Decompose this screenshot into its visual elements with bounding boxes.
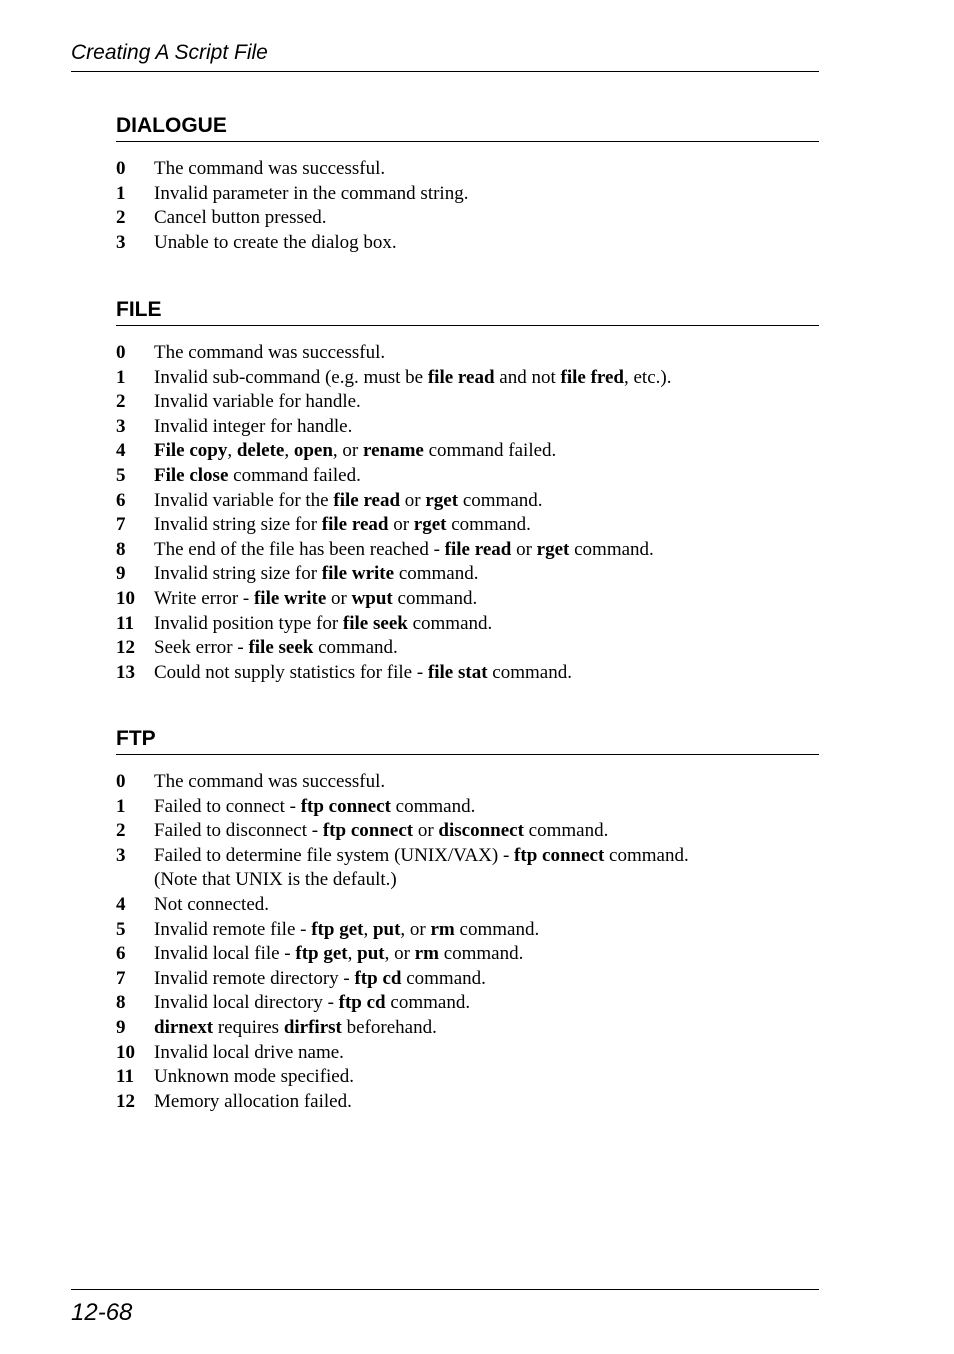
list-item	[116, 182, 819, 207]
list-item	[116, 1016, 819, 1041]
code-description	[154, 366, 819, 391]
list-item	[116, 918, 819, 943]
list-item	[116, 967, 819, 992]
command-keyword: File copy	[154, 440, 228, 462]
description-text: The command was successful.	[154, 158, 386, 179]
description-text: command failed.	[423, 440, 557, 462]
footer-rule	[71, 1289, 819, 1290]
description-text: command.	[454, 918, 540, 940]
command-keyword: file write	[253, 587, 327, 609]
code-number: 5	[116, 464, 126, 486]
code-description	[154, 1041, 819, 1066]
code-number: 2	[116, 391, 126, 413]
description-text: command.	[392, 587, 478, 609]
code-number: 7	[116, 514, 126, 536]
command-keyword: file read	[427, 366, 495, 388]
code-description	[154, 661, 819, 686]
description-text: Failed to connect -	[154, 795, 301, 817]
command-keyword: ftp cd	[354, 967, 402, 989]
description-text: Unable to create the dialog box.	[154, 231, 397, 253]
command-keyword: file seek	[342, 612, 408, 634]
description-text: command.	[458, 489, 543, 511]
code-number: 4	[116, 893, 126, 915]
command-keyword: rm	[414, 943, 439, 965]
command-keyword: ftp get	[295, 943, 348, 965]
list-item	[116, 991, 819, 1016]
code-number: 2	[116, 207, 126, 229]
description-text: Invalid variable for the	[154, 489, 334, 511]
description-text: or	[388, 514, 414, 536]
code-description	[154, 967, 819, 992]
code-number: 0	[116, 771, 126, 792]
list-item	[116, 464, 819, 489]
description-text: Invalid local drive name.	[154, 1041, 344, 1063]
return-code-list	[116, 157, 819, 255]
command-keyword: rename	[363, 440, 424, 462]
section-dialogue	[116, 112, 819, 255]
list-item	[116, 844, 819, 893]
description-text: command.	[487, 661, 572, 683]
list-item	[116, 612, 819, 637]
list-item	[116, 562, 819, 587]
command-keyword: file read	[444, 538, 512, 560]
code-description	[154, 538, 819, 563]
code-number: 6	[116, 943, 126, 965]
description-text: or	[511, 538, 537, 560]
list-item	[116, 942, 819, 967]
code-description	[154, 918, 819, 943]
command-keyword: ftp cd	[338, 992, 386, 1014]
description-text: command.	[401, 967, 486, 989]
code-description	[154, 1090, 819, 1115]
command-keyword: dirnext	[154, 1016, 214, 1038]
code-description	[154, 770, 819, 795]
command-keyword: file stat	[427, 661, 488, 683]
code-number: 1	[116, 182, 126, 204]
code-description	[154, 513, 819, 538]
command-keyword: ftp get	[311, 918, 364, 940]
list-item	[116, 661, 819, 686]
code-number: 10	[116, 1041, 135, 1063]
description-text: Could not supply statistics for file -	[154, 661, 428, 683]
code-description	[154, 464, 819, 489]
code-number: 0	[116, 158, 126, 179]
list-item	[116, 415, 819, 440]
list-item	[116, 439, 819, 464]
code-number: 1	[116, 366, 126, 388]
code-description	[154, 991, 819, 1016]
command-keyword: file seek	[248, 637, 314, 659]
code-number: 10	[116, 587, 135, 609]
code-description	[154, 206, 819, 231]
code-description	[154, 1016, 819, 1041]
code-description	[154, 182, 819, 207]
code-number: 2	[116, 820, 126, 842]
description-text: or	[413, 820, 439, 842]
code-description	[154, 157, 819, 182]
section-title: DIALOGUE	[116, 112, 819, 142]
code-number: 7	[116, 967, 126, 989]
description-text: , or	[400, 918, 431, 940]
command-keyword: wput	[351, 587, 393, 609]
code-number: 1	[116, 795, 126, 817]
page-number: 12-68	[71, 1299, 133, 1326]
description-text: , or	[332, 440, 363, 462]
command-keyword: rget	[425, 489, 459, 511]
code-description	[154, 231, 819, 256]
code-description	[154, 439, 819, 464]
command-keyword: rget	[413, 514, 447, 536]
code-number: 9	[116, 563, 126, 585]
description-text: requires	[213, 1016, 284, 1038]
description-text: Invalid local file -	[154, 943, 296, 965]
description-text: command. (Note that UNIX is the default.)	[154, 844, 689, 891]
description-text: Invalid sub-command (e.g. must be	[154, 366, 428, 388]
description-text: Not connected.	[154, 893, 270, 915]
code-description	[154, 893, 819, 918]
code-description	[154, 795, 819, 820]
list-item	[116, 366, 819, 391]
list-item	[116, 489, 819, 514]
list-item	[116, 157, 819, 182]
section-file	[116, 296, 819, 685]
description-text: Failed to determine file system (UNIX/VAX) -	[154, 844, 515, 866]
code-number: 0	[116, 342, 126, 363]
list-item	[116, 587, 819, 612]
description-text: Invalid integer for handle.	[154, 415, 353, 437]
command-keyword: delete	[236, 440, 285, 462]
description-text: command.	[407, 612, 493, 634]
code-description	[154, 1065, 819, 1090]
code-number: 3	[116, 231, 126, 253]
description-text: Invalid variable for handle.	[154, 391, 361, 413]
command-keyword: dirfirst	[283, 1016, 342, 1038]
command-keyword: ftp connect	[300, 795, 391, 817]
code-description	[154, 489, 819, 514]
description-text: command.	[394, 563, 479, 585]
description-text: Invalid remote file -	[154, 918, 312, 940]
description-text: command.	[385, 992, 471, 1014]
command-keyword: disconnect	[438, 820, 524, 842]
description-text: or	[326, 587, 352, 609]
description-text: command.	[313, 637, 398, 659]
description-text: Seek error -	[154, 637, 249, 659]
code-number: 11	[116, 1066, 134, 1088]
description-text: Cancel button pressed.	[154, 207, 327, 229]
description-text: command.	[446, 514, 531, 536]
list-item	[116, 390, 819, 415]
description-text: ,	[363, 918, 373, 940]
command-keyword: rget	[536, 538, 570, 560]
description-text: command failed.	[228, 464, 361, 486]
code-description	[154, 844, 819, 893]
code-description	[154, 390, 819, 415]
description-text: ,	[227, 440, 237, 462]
code-description	[154, 341, 819, 366]
code-description	[154, 587, 819, 612]
code-number: 8	[116, 992, 126, 1014]
description-text: Invalid string size for	[154, 514, 322, 536]
code-number: 5	[116, 918, 126, 940]
description-text: The end of the file has been reached -	[154, 538, 445, 560]
list-item	[116, 893, 819, 918]
description-text: Invalid local directory -	[154, 992, 339, 1014]
list-item	[116, 538, 819, 563]
description-text: command.	[569, 538, 654, 560]
list-item	[116, 206, 819, 231]
code-number: 11	[116, 612, 134, 634]
list-item	[116, 819, 819, 844]
description-text: command.	[390, 795, 476, 817]
code-description	[154, 612, 819, 637]
command-keyword: file fred	[560, 366, 624, 388]
list-item	[116, 636, 819, 661]
list-item	[116, 770, 819, 795]
code-number: 12	[116, 637, 135, 659]
description-text: Unknown mode specified.	[154, 1066, 354, 1088]
command-keyword: file read	[321, 514, 389, 536]
list-item	[116, 341, 819, 366]
description-text: ,	[347, 943, 358, 965]
command-keyword: put	[357, 943, 385, 965]
description-text: command.	[523, 820, 609, 842]
list-item	[116, 1041, 819, 1066]
command-keyword: file write	[321, 563, 395, 585]
list-item	[116, 231, 819, 256]
list-item	[116, 1090, 819, 1115]
description-text: or	[400, 489, 426, 511]
description-text: Invalid position type for	[154, 612, 343, 634]
description-text: beforehand.	[341, 1016, 437, 1038]
description-text: Invalid string size for	[154, 563, 322, 585]
code-number: 9	[116, 1016, 126, 1038]
code-number: 6	[116, 489, 126, 511]
description-text: , or	[384, 943, 415, 965]
section-ftp	[116, 725, 819, 1114]
description-text: The command was successful.	[154, 342, 386, 363]
code-number: 12	[116, 1090, 135, 1112]
code-description	[154, 415, 819, 440]
command-keyword: put	[372, 918, 401, 940]
command-keyword: ftp connect	[514, 844, 605, 866]
code-description	[154, 942, 819, 967]
description-text: command.	[438, 943, 524, 965]
description-text: Write error -	[154, 587, 254, 609]
code-number: 8	[116, 538, 126, 560]
command-keyword: File close	[154, 464, 229, 486]
description-text: Invalid parameter in the command string.	[154, 182, 469, 204]
list-item	[116, 795, 819, 820]
section-title: FTP	[116, 725, 819, 755]
description-text: ,	[284, 440, 294, 462]
description-text: , etc.).	[624, 366, 672, 388]
command-keyword: ftp connect	[322, 820, 414, 842]
return-code-list	[116, 341, 819, 685]
list-item	[116, 1065, 819, 1090]
list-item	[116, 513, 819, 538]
code-number: 3	[116, 415, 126, 437]
code-number: 3	[116, 844, 126, 866]
command-keyword: file read	[333, 489, 401, 511]
code-description	[154, 636, 819, 661]
description-text: Failed to disconnect -	[154, 820, 323, 842]
description-text: Invalid remote directory -	[154, 967, 355, 989]
description-text: Memory allocation failed.	[154, 1090, 352, 1112]
section-title: FILE	[116, 296, 819, 326]
running-header-title: Creating A Script File	[71, 38, 819, 72]
description-text: The command was successful.	[154, 771, 386, 792]
return-code-list	[116, 770, 819, 1114]
code-description	[154, 562, 819, 587]
command-keyword: open	[293, 440, 333, 462]
description-text: and not	[494, 366, 561, 388]
command-keyword: rm	[430, 918, 455, 940]
code-number: 4	[116, 440, 126, 462]
code-description	[154, 819, 819, 844]
code-number: 13	[116, 661, 135, 683]
